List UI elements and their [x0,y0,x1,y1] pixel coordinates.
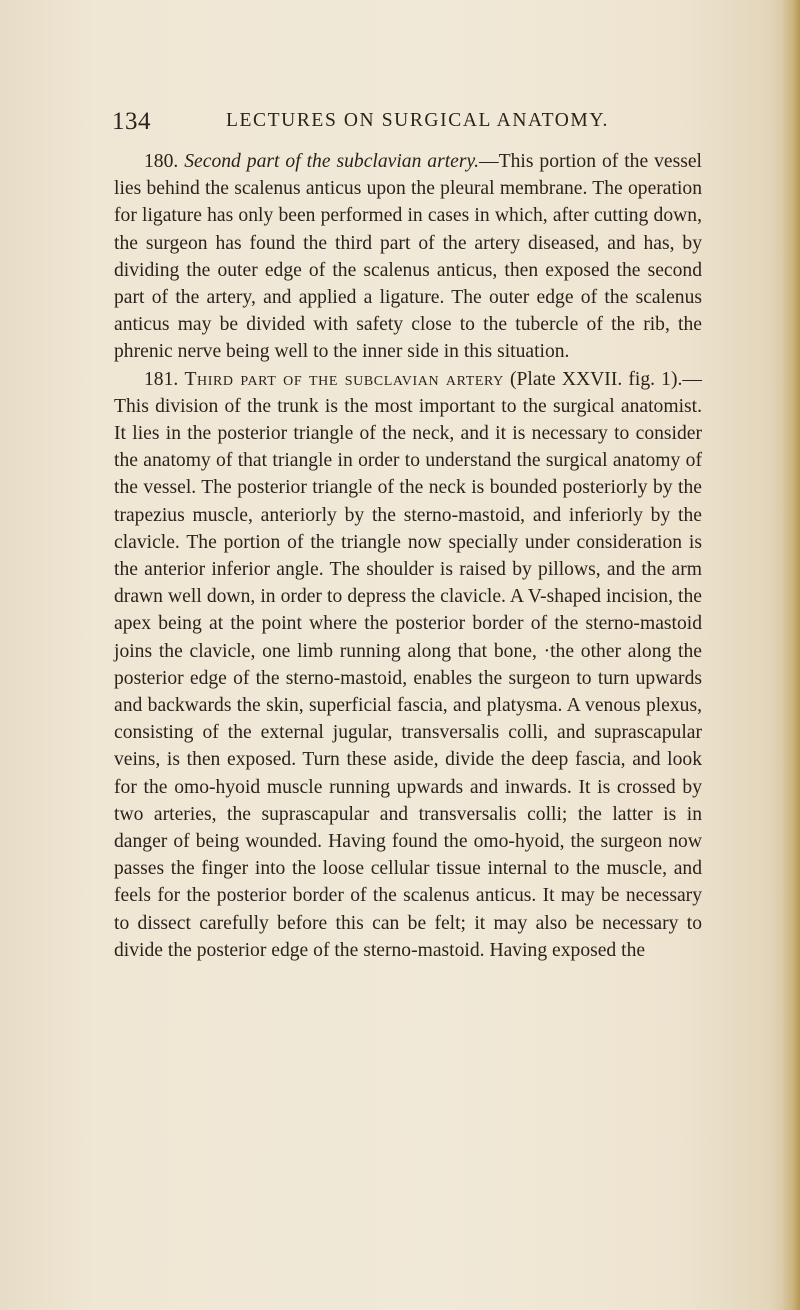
paragraph-text: —This portion of the vessel lies behind the scalenus anticus upon the pleural membrane. The operation for ligature has only been performed in cases in which, after cutting down, the surgeon has found the third part of the artery diseased, and has, by dividing the outer edge of the scalenus anticus, then exposed the second part of the artery, and applied a ligature. The outer edge of the scalenus anticus may be divided with safety close to the tubercle of the rib, the phrenic nerve being well to the inner side in this situation. [114,151,702,363]
body-text [114,148,702,964]
page-edge-shadow [782,0,800,1310]
paragraph-number: 181. [144,368,179,390]
paragraph-181 [114,366,702,964]
running-title: LECTURES ON SURGICAL ANATOMY. [226,110,609,131]
paragraph-180 [114,148,702,366]
paragraph-text: (Plate XXVII. fig. 1).—This division of the trunk is the most important to the surgical anatomist. It lies in the posterior triangle of the neck, and it is necessary to consider the anatomy of that triangle in order to understand the surgical anatomy of the vessel. The posterior triangle of the neck is bounded posteriorly by the trapezius muscle, anteriorly by the sterno-mastoid, and inferiorly by the clavicle. The portion of the triangle now specially under consideration is the anterior inferior angle. The shoulder is raised by pillows, and the arm drawn well down, in order to depress the clavicle. A V-shaped incision, the apex being at the point where the posterior border of the sterno-mastoid joins the clavicle, one limb running along that bone, ·the other along the posterior edge of the sterno-mastoid, enables the surgeon to turn upwards and backwards the skin, superficial fascia, and platysma. A venous plexus, consisting of the external jugular, transversalis colli, and suprascapular veins, is then exposed. Turn these aside, divide the deep fascia, and look for the omo-hyoid muscle running upwards and inwards. It is crossed by two arteries, the suprascapular and transversalis colli; the latter is in danger of being wounded. Having found the omo-hyoid, the surgeon now passes the finger into the loose cellular tissue internal to the muscle, and feels for the posterior border of the scalenus anticus. It may be necessary to dissect carefully before this can be felt; it may also be necessary to divide the posterior edge of the sterno-mastoid. Having exposed the [114,368,702,961]
page-number: 134 [112,108,151,135]
running-head [112,108,712,140]
paragraph-heading: Third part of the subclavian artery [184,368,504,390]
paragraph-heading: Second part of the subclavian artery. [184,151,480,172]
paragraph-number: 180. [144,151,179,172]
